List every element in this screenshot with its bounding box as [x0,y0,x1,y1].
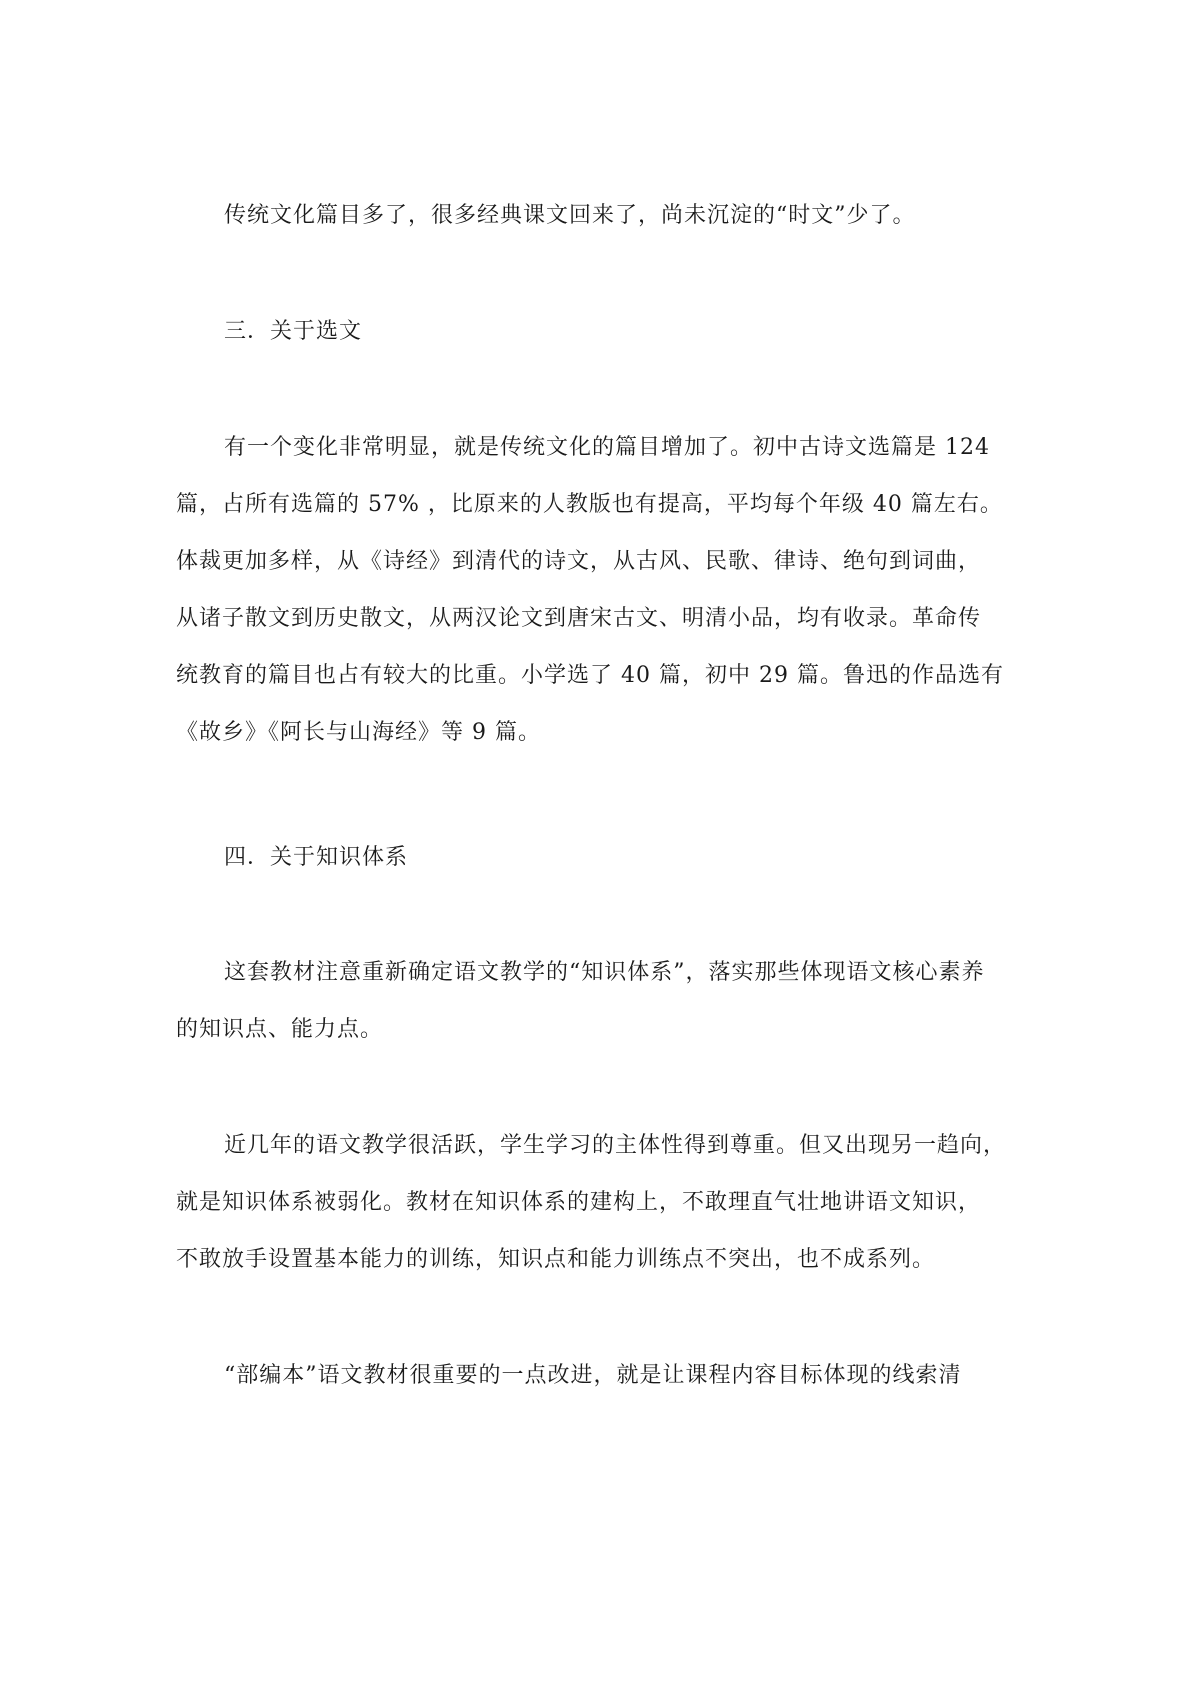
paragraph-selected-texts [176,419,1016,761]
paragraph-line: 的知识点、能力点。 [176,1017,384,1042]
section-heading-knowledge-system [176,829,1016,886]
paragraph-line: 有一个变化非常明显，就是传统文化的篇目增加了。初中古诗文选篇是 124 [224,435,990,460]
paragraph-line: “部编本”语文教材很重要的一点改进，就是让课程内容目标体现的线索清 [224,1363,962,1388]
paragraph-recent-teaching [176,1117,1016,1288]
paragraph-knowledge-system [176,944,1016,1058]
paragraph-line: 统教育的篇目也占有较大的比重。小学选了 40 篇，初中 29 篇。鲁迅的作品选有 [176,663,1004,688]
paragraph-line: 近几年的语文教学很活跃，学生学习的主体性得到尊重。但又出现另一趋向， [224,1133,1007,1158]
paragraph-line: 这套教材注意重新确定语文教学的“知识体系”，落实那些体现语文核心素养 [224,960,985,985]
paragraph-traditional-culture [176,187,1016,244]
section-heading: 四．关于知识体系 [224,845,409,870]
paragraph-line: 篇，占所有选篇的 57% ，比原来的人教版也有提高，平均每个年级 40 篇左右。 [176,492,1003,517]
paragraph-line: 从诸子散文到历史散文，从两汉论文到唐宋古文、明清小品，均有收录。革命传 [176,606,982,631]
paragraph-line: 体裁更加多样，从《诗经》到清代的诗文，从古风、民歌、律诗、绝句到词曲， [176,549,982,574]
paragraph-line: 《故乡》《阿长与山海经》等 9 篇。 [176,720,541,745]
paragraph-line: 传统文化篇目多了，很多经典课文回来了，尚未沉淀的“时文”少了。 [224,203,916,228]
paragraph-textbook-improvement [176,1347,1016,1404]
paragraph-line: 不敢放手设置基本能力的训练，知识点和能力训练点不突出，也不成系列。 [176,1247,936,1272]
section-heading-selected-texts [176,303,1016,360]
section-heading: 三．关于选文 [224,319,363,344]
paragraph-line: 就是知识体系被弱化。教材在知识体系的建构上，不敢理直气壮地讲语文知识， [176,1190,982,1215]
